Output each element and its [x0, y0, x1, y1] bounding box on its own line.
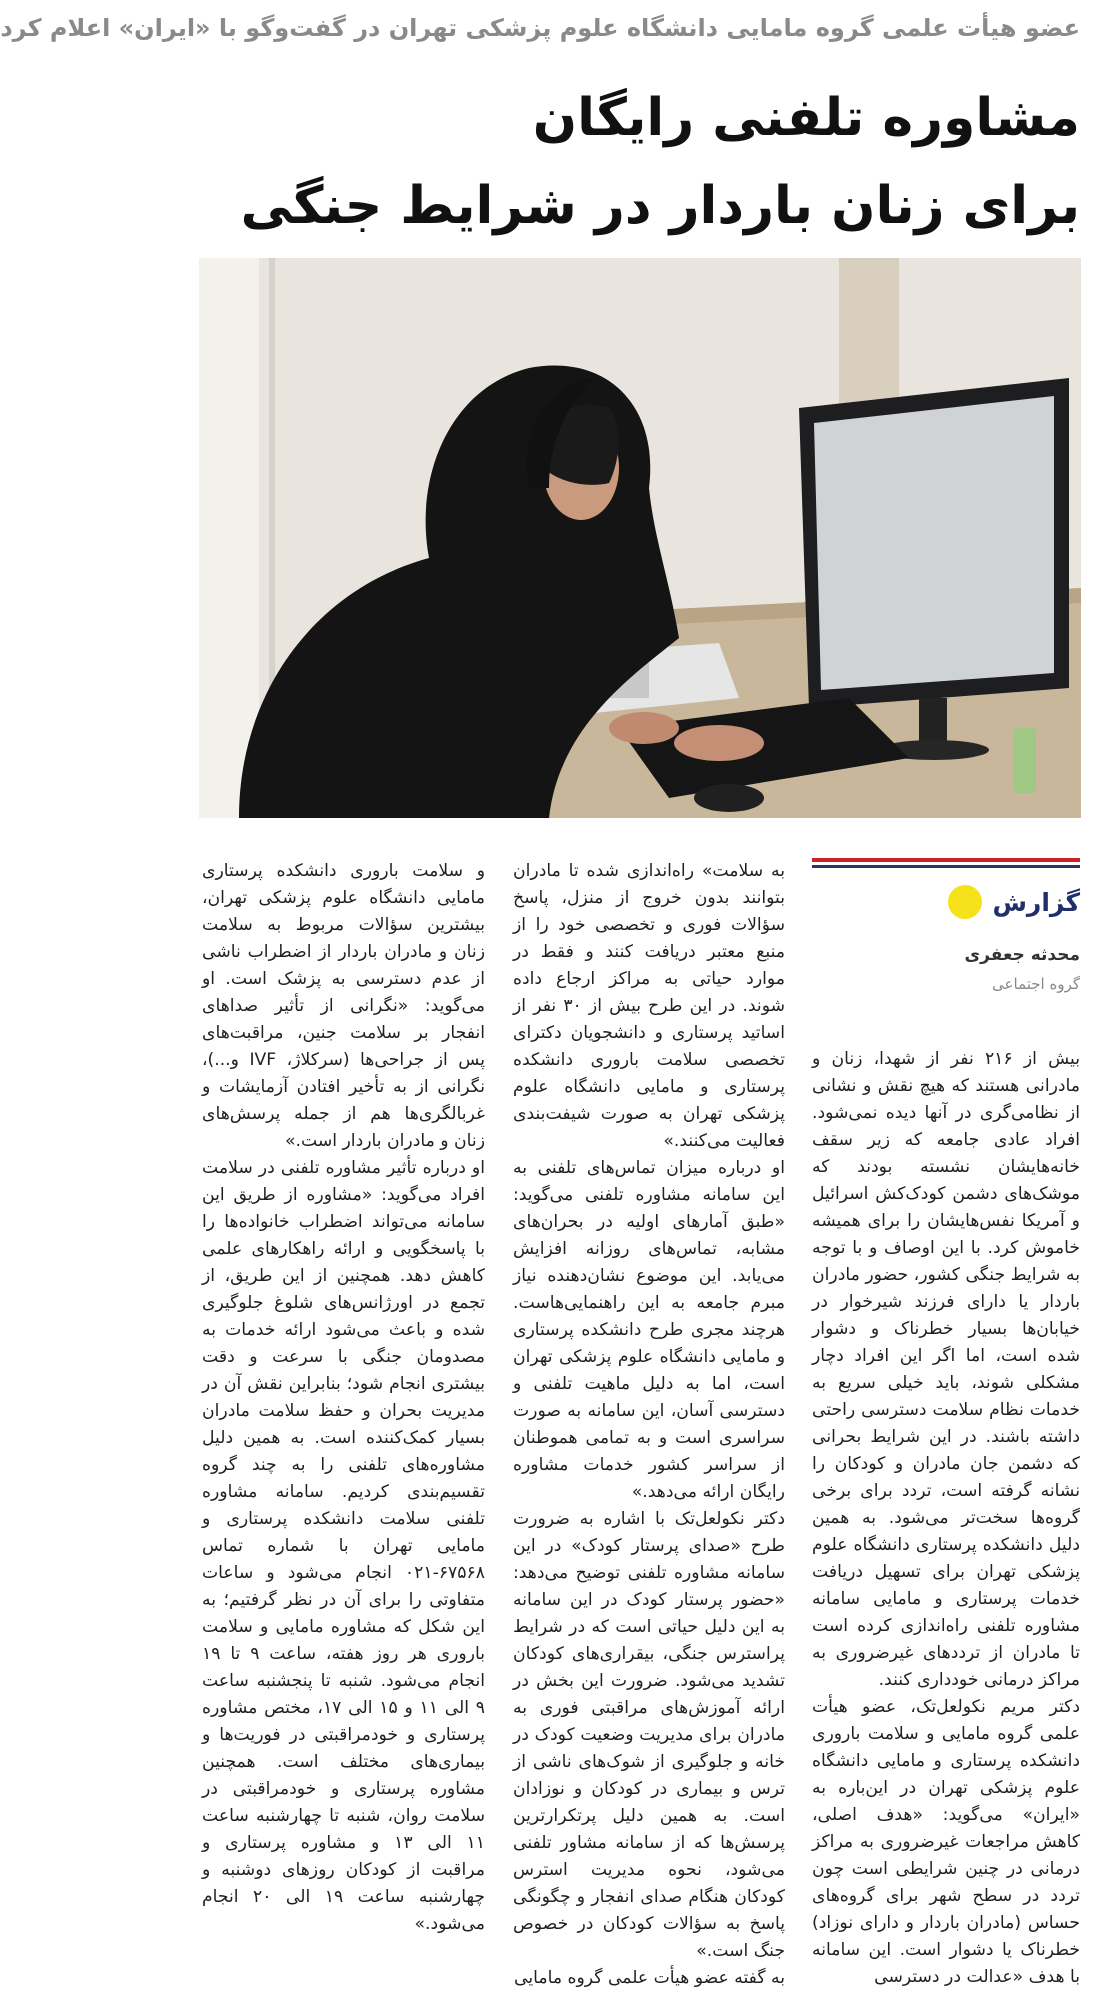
article-column-3	[202, 858, 485, 1968]
article-photo	[199, 258, 1081, 818]
section-bar-navy	[812, 865, 1080, 868]
column-1-body	[812, 1046, 1080, 1991]
article-column-1	[812, 858, 1080, 1987]
paragraph: بیش از ۲۱۶ نفر از شهدا، زنان و مادرانی هستند که هیچ نقش و نشانی از نظامی‌گری در آنها دیده نمی‌شود. افراد عادی جامعه که زیر سقف خانه‌هایشان نشسته بودند که موشک‌های دشمن کودک‌کش اسرائیل و آمریکا نفس‌هایشان را برای همیشه خاموش کرد. با این اوصاف و با توجه به شرایط جنگی کشور، حضور مادران باردار یا دارای فرزند شیرخوار در خیابان‌ها بسیار خطرناک و دشوار شده است، اما اگر این افراد دچار مشکلی شوند، باید خیلی سریع به خدمات نظام سلامت دسترسی راحتی داشته باشند. در این شرایط بحرانی که دشمن جان مادران و کودکان را نشانه گرفته است، تردد برای برخی گروه‌ها سخت‌تر می‌شود. به همین دلیل دانشکده پرستاری دانشگاه علوم پزشکی تهران برای تسهیل دریافت خدمات پرستاری و مامایی سامانه مشاوره تلفنی راه‌اندازی کرده است تا مادران از ترددهای غیرضروری به مراکز درمانی خودداری کنند.	[812, 1049, 1080, 1690]
article-column-2	[513, 858, 785, 1988]
section-tag	[812, 882, 1080, 922]
paragraph: به گفته عضو هیأت علمی گروه مامایی	[514, 1968, 785, 1988]
section-bar-red	[812, 858, 1080, 862]
byline-department: گروه اجتماعی	[992, 975, 1080, 993]
paragraph: او درباره میزان تماس‌های تلفنی به این سامانه مشاوره تلفنی می‌گوید: «طبق آمارهای اولیه در بحران‌های مشابه، تماس‌های روزانه افزایش می‌یابد. این موضوع نشان‌دهنده نیاز مبرم جامعه به این راهنمایی‌هاست. هرچند مجری طرح دانشکده پرستاری و مامایی دانشگاه علوم پزشکی تهران است، اما به دلیل ماهیت تلفنی و دسترسی آسان، این سامانه به صورت سراسری است و به تمامی هموطنان از سراسر کشور خدمات مشاوره رایگان ارائه می‌دهد.»	[513, 1158, 785, 1502]
kicker-subheading: عضو هیأت علمی گروه مامایی دانشگاه علوم پزشکی تهران در گفت‌وگو با «ایران» اعلام کرد	[0, 14, 1080, 42]
headline-line-1: مشاوره تلفنی رایگان	[532, 88, 1080, 148]
section-label: گزارش	[992, 887, 1080, 917]
yellow-dot-icon	[948, 885, 982, 919]
byline-author: محدثه جعفری	[964, 945, 1080, 965]
paragraph: دکتر مریم نکولعل‌تک، عضو هیأت علمی گروه مامایی و سلامت باروری دانشکده پرستاری و مامایی دانشگاه علوم پزشکی تهران در این‌باره به «ایران» می‌گوید: «هدف اصلی، کاهش مراجعات غیرضروری به مراکز درمانی در چنین شرایطی است چون تردد در سطح شهر برای گروه‌های حساس (مادران باردار و دارای نوزاد) خطرناک یا دشوار است. این سامانه با هدف «عدالت در دسترسی	[812, 1697, 1080, 1987]
photo-illustration	[199, 258, 1081, 818]
headline-line-2: برای زنان باردار در شرایط جنگی	[240, 176, 1080, 236]
paragraph: به سلامت» راه‌اندازی شده تا مادران بتوانند بدون خروج از منزل، پاسخ سؤالات فوری و تخصصی خود را از منبع معتبر دریافت کنند و فقط در موارد حیاتی به مراکز ارجاع داده شوند. در این طرح بیش از ۳۰ نفر از اساتید پرستاری و دانشجویان دکترای تخصصی سلامت باروری دانشکده پرستاری و مامایی دانشگاه علوم پزشکی تهران به صورت شیفت‌بندی فعالیت می‌کنند.»	[513, 861, 785, 1151]
paragraph: او درباره تأثیر مشاوره تلفنی در سلامت افراد می‌گوید: «مشاوره از طریق این سامانه می‌تواند اضطراب خانواده‌ها را با پاسخگویی و ارائه راهکارهای علمی کاهش دهد. همچنین از این طریق، از تجمع در اورژانس‌های شلوغ جلوگیری شده و باعث می‌شود ارائه خدمات به مصدومان جنگی با سرعت و دقت بیشتری انجام شود؛ بنابراین نقش آن در مدیریت بحران و حفظ سلامت مادران بسیار کمک‌کننده است. به همین دلیل مشاوره‌های تلفنی را به چند گروه تقسیم‌بندی کردیم. سامانه مشاوره تلفنی سلامت دانشکده پرستاری و مامایی تهران با شماره تماس ۶۷۵۶۸-۰۲۱ انجام می‌شود و ساعات متفاوتی را برای آن در نظر گرفتیم؛ به این شکل که مشاوره مامایی و سلامت باروری هر روز هفته، ساعت ۹ تا ۱۹ انجام می‌شود. شنبه تا پنجشنبه ساعت ۹ الی ۱۱ و ۱۵ الی ۱۷، مختص مشاوره پرستاری و خودمراقبتی در فوریت‌ها و بیماری‌های مختلف است. همچنین مشاوره پرستاری و خودمراقبتی در سلامت روان، شنبه تا چهارشنبه ساعت ۱۱ الی ۱۳ و مشاوره پرستاری و مراقبت از کودکان روزهای دوشنبه و چهارشنبه ساعت ۱۹ الی ۲۰ انجام می‌شود.»	[202, 1158, 485, 1934]
paragraph: دکتر نکولعل‌تک با اشاره به ضرورت طرح «صدای پرستار کودک» در این سامانه مشاوره تلفنی توضیح می‌دهد: «حضور پرستار کودک در این سامانه به این دلیل حیاتی است که در شرایط پراسترس جنگی، بیقراری‌های کودکان تشدید می‌شود. ضرورت این بخش در ارائه آموزش‌های مراقبتی فوری به مادران برای مدیریت وضعیت کودک در خانه و جلوگیری از شوک‌های ناشی از ترس و بیماری در کودکان و نوزادان است. به همین دلیل پرتکرارترین پرسش‌ها که از سامانه مشاور تلفنی می‌شود، نحوه مدیریت استرس کودکان هنگام صدای انفجار و چگونگی پاسخ به سؤالات کودکان در خصوص جنگ است.»	[513, 1509, 785, 1961]
paragraph: و سلامت باروری دانشکده پرستاری مامایی دانشگاه علوم پزشکی تهران، بیشترین سؤالات مربوط به سلامت زنان و مادران باردار از اضطراب ناشی از عدم دسترسی به پزشک است. او می‌گوید: «نگرانی از تأثیر صداهای انفجار بر سلامت جنین، مراقبت‌های پس از جراحی‌ها (سرکلاژ، IVF و...)، نگرانی از به تأخیر افتادن آزمایشات و غربالگری‌ها هم از جمله پرسش‌های زنان و مادران باردار است.»	[202, 861, 485, 1151]
